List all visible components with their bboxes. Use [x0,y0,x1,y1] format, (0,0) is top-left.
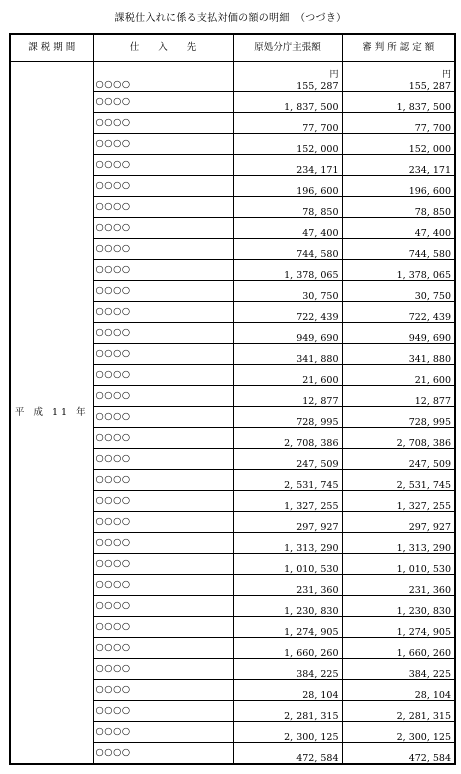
original-amount-cell: 21, 600 [233,365,342,386]
table-header-row [10,34,455,62]
original-amount-cell: 297, 927 [233,512,342,533]
tribunal-amount-cell: 247, 509 [342,449,455,470]
original-amount-cell: 1, 313, 290 [233,533,342,554]
supplier-cell: ○○○○ [93,491,233,512]
original-amount-cell: 722, 439 [233,302,342,323]
supplier-cell: ○○○○ [93,449,233,470]
tribunal-amount-cell: 234, 171 [342,155,455,176]
original-amount-cell: 1, 010, 530 [233,554,342,575]
header-tribunal-amount: 審 判 所 認 定 額 [342,34,455,62]
tribunal-amount-cell: 1, 010, 530 [342,554,455,575]
original-amount-cell: 2, 531, 745 [233,470,342,491]
original-amount-cell: 231, 360 [233,575,342,596]
supplier-cell: ○○○○ [93,575,233,596]
tribunal-amount-cell: 728, 995 [342,407,455,428]
original-amount-cell: 949, 690 [233,323,342,344]
tribunal-amount-cell: 196, 600 [342,176,455,197]
supplier-cell: ○○○○ [93,470,233,491]
supplier-cell: ○○○○ [93,386,233,407]
original-amount-cell: 28, 104 [233,680,342,701]
tribunal-amount-cell: 12, 877 [342,386,455,407]
original-amount-cell: 341, 880 [233,344,342,365]
supplier-cell: ○○○○ [93,512,233,533]
tribunal-amount-cell: 47, 400 [342,218,455,239]
tribunal-amount-cell: 472, 584 [342,743,455,765]
original-amount-cell: 1, 274, 905 [233,617,342,638]
supplier-cell: ○○○○ [93,659,233,680]
tribunal-amount-cell: 78, 850 [342,197,455,218]
supplier-cell: ○○○○ [93,743,233,765]
supplier-cell: ○○○○ [93,344,233,365]
supplier-cell: ○○○○ [93,365,233,386]
tribunal-amount-cell: 1, 837, 500 [342,92,455,113]
header-original-amount: 原処分庁主張額 [233,34,342,62]
tribunal-amount-cell: 1, 313, 290 [342,533,455,554]
original-amount-cell: 247, 509 [233,449,342,470]
document-title: 課税仕入れに係る支払対価の額の明細 （つづき） [114,13,347,24]
tribunal-amount-cell: 1, 230, 830 [342,596,455,617]
supplier-cell: ○○○○ [93,701,233,722]
supplier-cell: ○○○○ [93,176,233,197]
supplier-cell: ○○○○ [93,596,233,617]
supplier-cell: ○○○○ [93,239,233,260]
supplier-cell: ○○○○ [93,428,233,449]
original-amount-cell: 12, 877 [233,386,342,407]
tribunal-amount-cell: 21, 600 [342,365,455,386]
supplier-cell: ○○○○ [93,554,233,575]
original-amount-cell: 1, 837, 500 [233,92,342,113]
tribunal-amount-cell: 949, 690 [342,323,455,344]
original-amount-cell: 2, 708, 386 [233,428,342,449]
tribunal-amount-cell: 2, 281, 315 [342,701,455,722]
period-cell: 平 成 11 年 [10,62,93,765]
original-amount-cell: 30, 750 [233,281,342,302]
tribunal-amount-cell: 77, 700 [342,113,455,134]
header-supplier: 仕 入 先 [93,34,233,62]
supplier-cell: ○○○○ [93,638,233,659]
original-amount-cell: 2, 281, 315 [233,701,342,722]
unit-label: 円 [329,69,339,80]
original-amount-cell: 152, 000 [233,134,342,155]
original-amount-cell: 2, 300, 125 [233,722,342,743]
supplier-cell: ○○○○ [93,260,233,281]
supplier-cell: ○○○○ [93,134,233,155]
tribunal-amount-cell: 28, 104 [342,680,455,701]
supplier-cell: ○○○○ [93,218,233,239]
tribunal-amount-cell: 341, 880 [342,344,455,365]
supplier-cell: ○○○○ [93,197,233,218]
tribunal-amount-cell: 231, 360 [342,575,455,596]
table-row [10,62,455,92]
tribunal-amount-cell: 30, 750 [342,281,455,302]
original-amount-cell: 744, 580 [233,239,342,260]
supplier-cell: ○○○○ [93,323,233,344]
original-amount-cell: 728, 995 [233,407,342,428]
supplier-cell: ○○○○ [93,533,233,554]
tribunal-amount-cell: 2, 300, 125 [342,722,455,743]
tribunal-amount-cell: 2, 708, 386 [342,428,455,449]
tribunal-amount-cell: 722, 439 [342,302,455,323]
original-amount-cell: 1, 230, 830 [233,596,342,617]
original-amount-cell [233,62,342,92]
tribunal-amount-cell: 744, 580 [342,239,455,260]
amount-value: 155, 287 [408,80,451,92]
table-body [10,62,455,765]
original-amount-cell: 384, 225 [233,659,342,680]
original-amount-cell: 196, 600 [233,176,342,197]
amount-value: 155, 287 [296,80,339,92]
supplier-cell: ○○○○ [93,92,233,113]
tribunal-amount-cell: 1, 274, 905 [342,617,455,638]
original-amount-cell: 78, 850 [233,197,342,218]
supplier-cell: ○○○○ [93,155,233,176]
unit-label: 円 [441,69,451,80]
tribunal-amount-cell: 1, 378, 065 [342,260,455,281]
supplier-cell: ○○○○ [93,302,233,323]
tribunal-amount-cell: 152, 000 [342,134,455,155]
tribunal-amount-cell: 1, 327, 255 [342,491,455,512]
tribunal-amount-cell: 297, 927 [342,512,455,533]
supplier-cell: ○○○○ [93,62,233,92]
original-amount-cell: 77, 700 [233,113,342,134]
tribunal-amount-cell [342,62,455,92]
supplier-cell: ○○○○ [93,281,233,302]
purchase-detail-table [9,33,456,765]
original-amount-cell: 1, 660, 260 [233,638,342,659]
original-amount-cell: 472, 584 [233,743,342,765]
header-period: 課 税 期 間 [10,34,93,62]
tribunal-amount-cell: 2, 531, 745 [342,470,455,491]
supplier-cell: ○○○○ [93,617,233,638]
original-amount-cell: 234, 171 [233,155,342,176]
tribunal-amount-cell: 384, 225 [342,659,455,680]
original-amount-cell: 1, 378, 065 [233,260,342,281]
original-amount-cell: 47, 400 [233,218,342,239]
supplier-cell: ○○○○ [93,680,233,701]
supplier-cell: ○○○○ [93,407,233,428]
supplier-cell: ○○○○ [93,113,233,134]
tribunal-amount-cell: 1, 660, 260 [342,638,455,659]
original-amount-cell: 1, 327, 255 [233,491,342,512]
supplier-cell: ○○○○ [93,722,233,743]
